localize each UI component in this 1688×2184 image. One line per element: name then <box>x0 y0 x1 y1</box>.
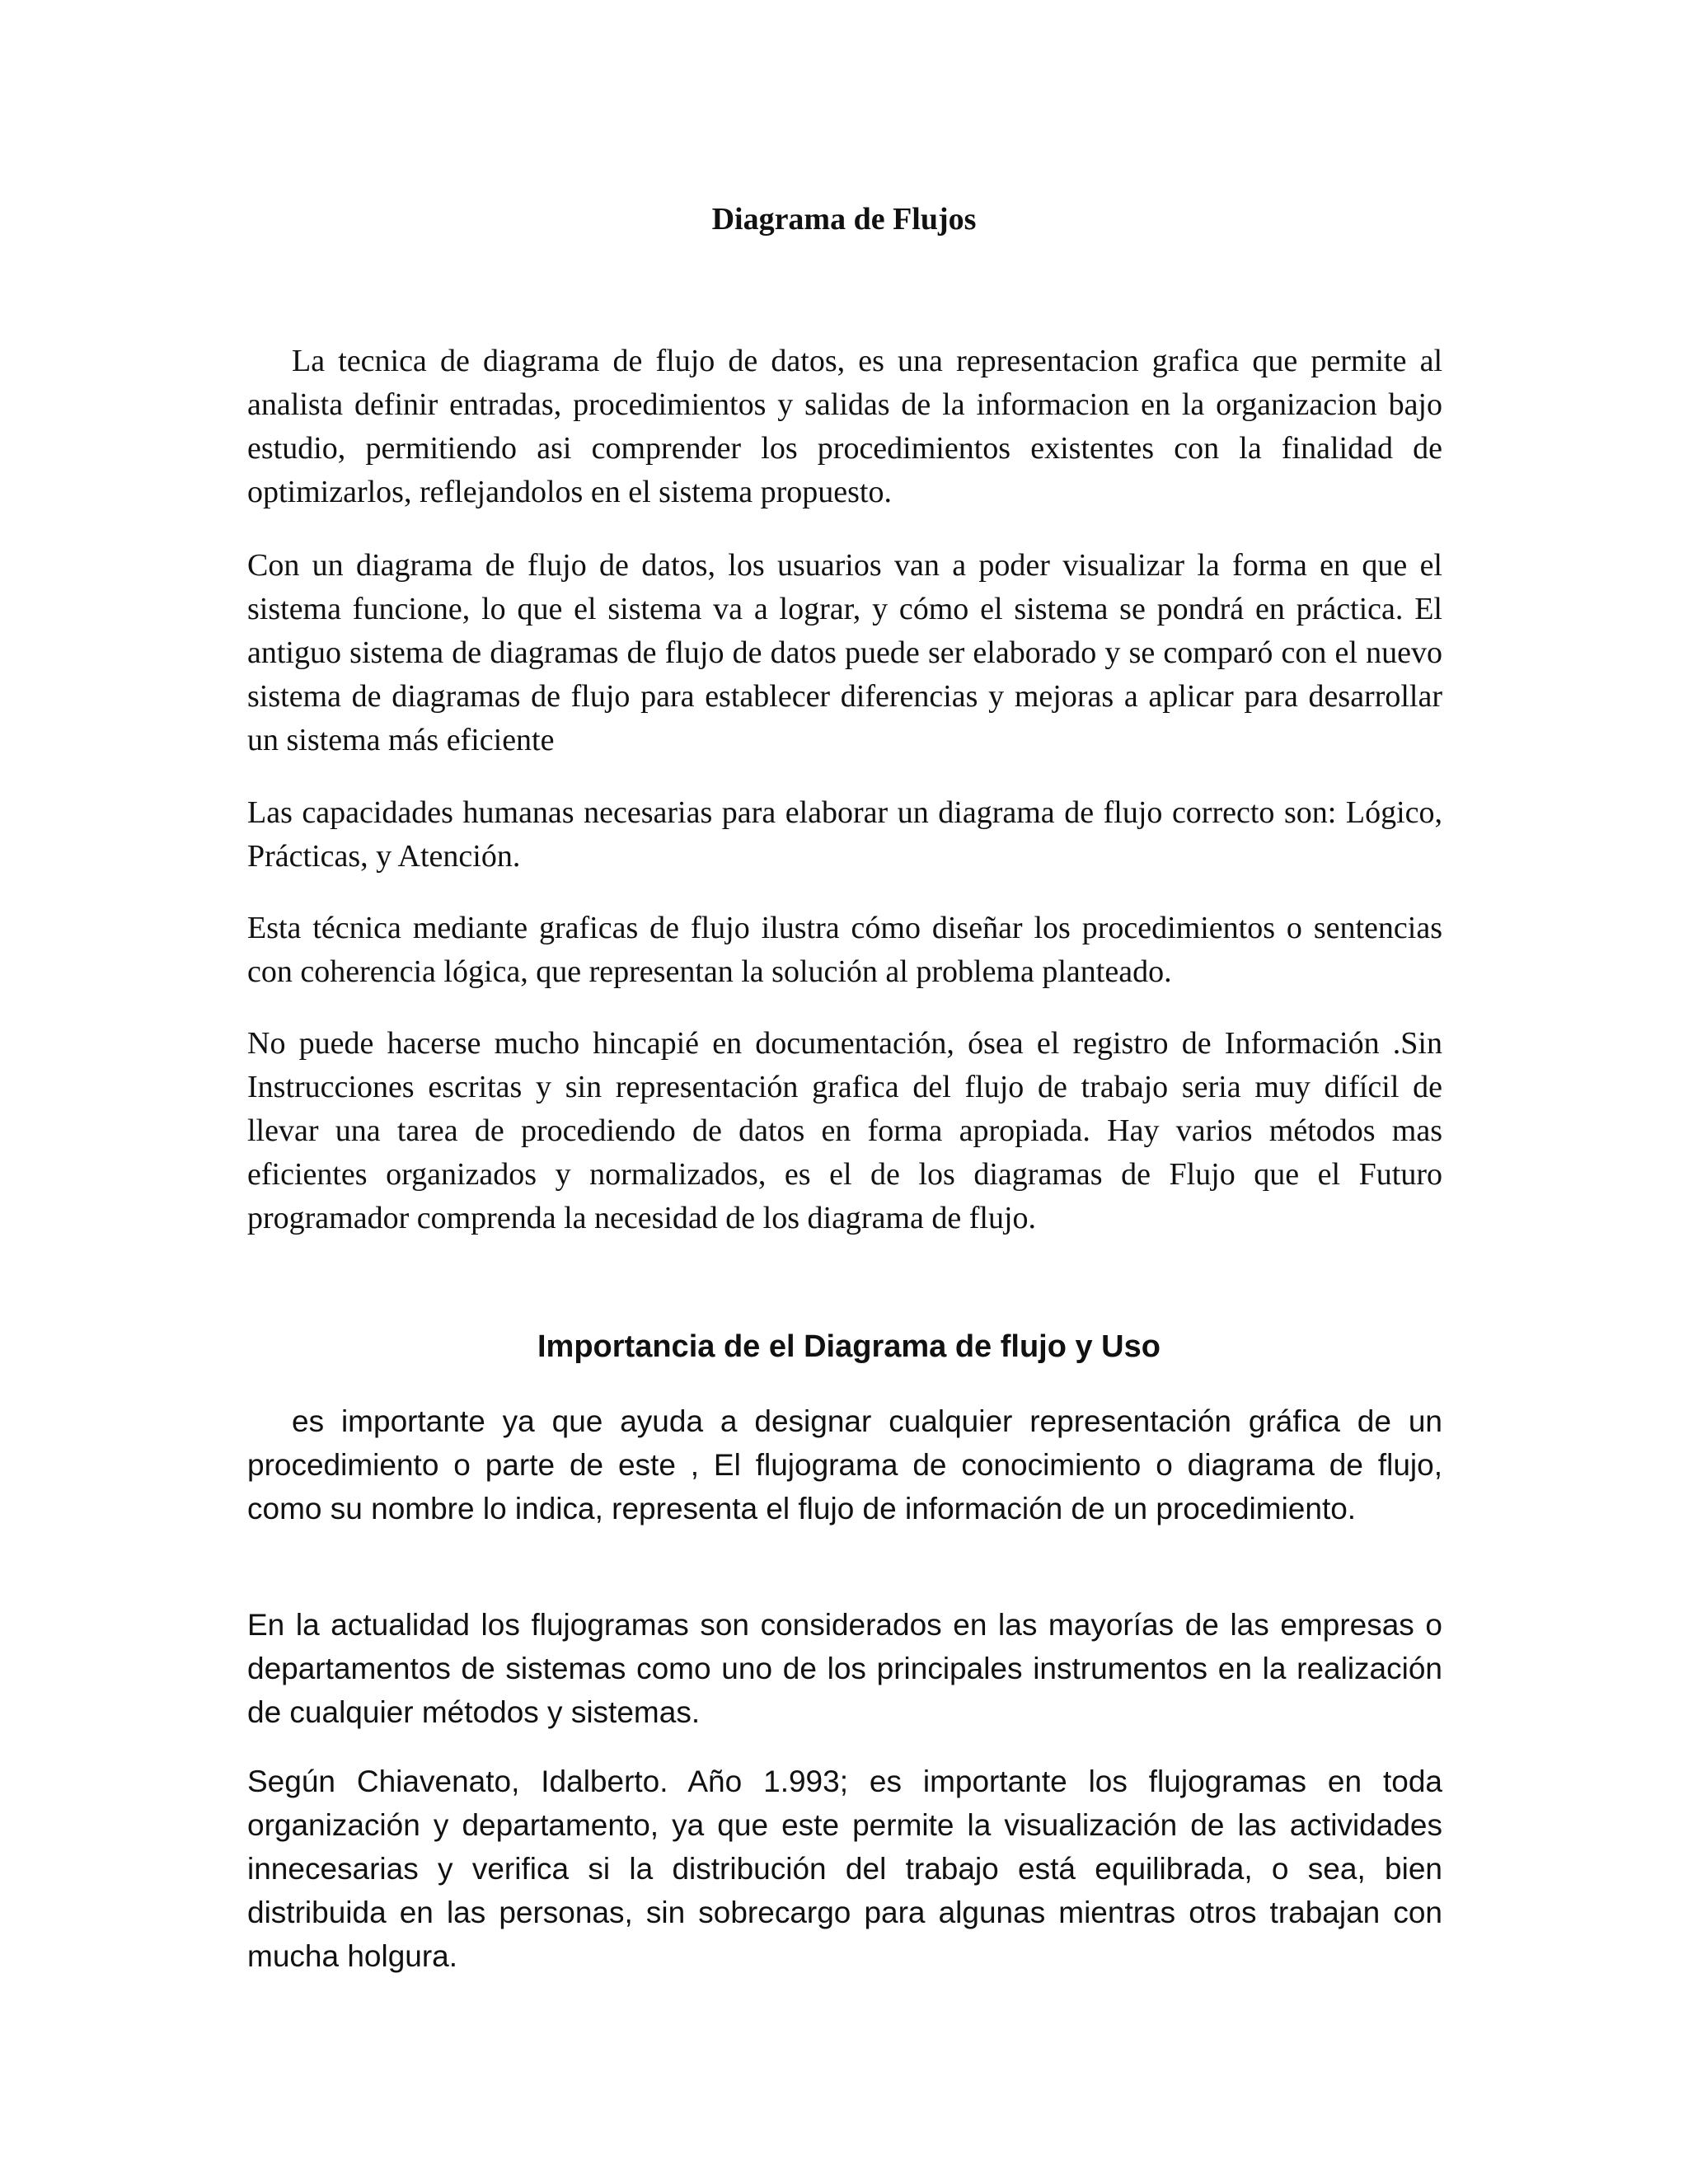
paragraph-capacidades: Las capacidades humanas necesarias para elaborar un diagrama de flujo correcto son: Lógico, Prácticas, y Atención. <box>247 795 1442 874</box>
section-title-importancia: Importancia de el Diagrama de flujo y Uso <box>537 1329 1160 1364</box>
paragraph-chiavenato: Según Chiavenato, Idalberto. Año 1.993; es importante los flujogramas en toda organización y departamento, ya que este permite la visualización de las actividades innecesarias y verifica si la distribución del trabajo está equilibrada, o sea, bien distribuida en las personas, sin sobrecargo para algunas mientras otros trabajan con mucha holgura. <box>247 1765 1442 1973</box>
section-title-diagrama-de-flujos: Diagrama de Flujos <box>711 202 977 237</box>
paragraph-definicion: La tecnica de diagrama de flujo de datos, es una representacion grafica que permite al analista definir entradas, procedimientos y salidas de la informacion en la organizacion bajo estudio, permitiendo asi comprender los procedimientos existentes con la finalidad de optimizarlos, reflejandolos en el sistema propuesto. <box>247 344 1442 509</box>
paragraph-tecnica: Esta técnica mediante graficas de flujo ilustra cómo diseñar los procedimientos o sentencias con coherencia lógica, que representan la solución al problema planteado. <box>247 911 1442 989</box>
paragraph-importante: es importante ya que ayuda a designar cualquier representación gráfica de un procedimiento o parte de este , El flujograma de conocimiento o diagrama de flujo, como su nombre lo indica, representa el flujo de información de un procedimiento. <box>247 1404 1442 1526</box>
paragraph-usuarios: Con un diagrama de flujo de datos, los usuarios van a poder visualizar la forma en que el sistema funcione, lo que el sistema va a lograr, y cómo el sistema se pondrá en práctica. El antiguo sistema de diagramas de flujo de datos puede ser elaborado y se comparó con el nuevo sistema de diagramas de flujo para establecer diferencias y mejoras a aplicar para desarrollar un sistema más eficiente <box>247 548 1442 757</box>
paragraph-actualidad: En la actualidad los flujogramas son considerados en las mayorías de las empresas o departamentos de sistemas como uno de los principales instrumentos en la realización de cualquier métodos y sistemas. <box>247 1608 1442 1729</box>
paragraph-documentacion: No puede hacerse mucho hincapié en documentación, ósea el registro de Información .Sin Instrucciones escritas y sin representación grafica del flujo de trabajo seria muy difícil de llevar una tarea de procediendo de datos en forma apropiada. Hay varios métodos mas eficientes organizados y normalizados, es el de los diagramas de Flujo que el Futuro programador comprenda la necesidad de los diagrama de flujo. <box>247 1026 1442 1235</box>
